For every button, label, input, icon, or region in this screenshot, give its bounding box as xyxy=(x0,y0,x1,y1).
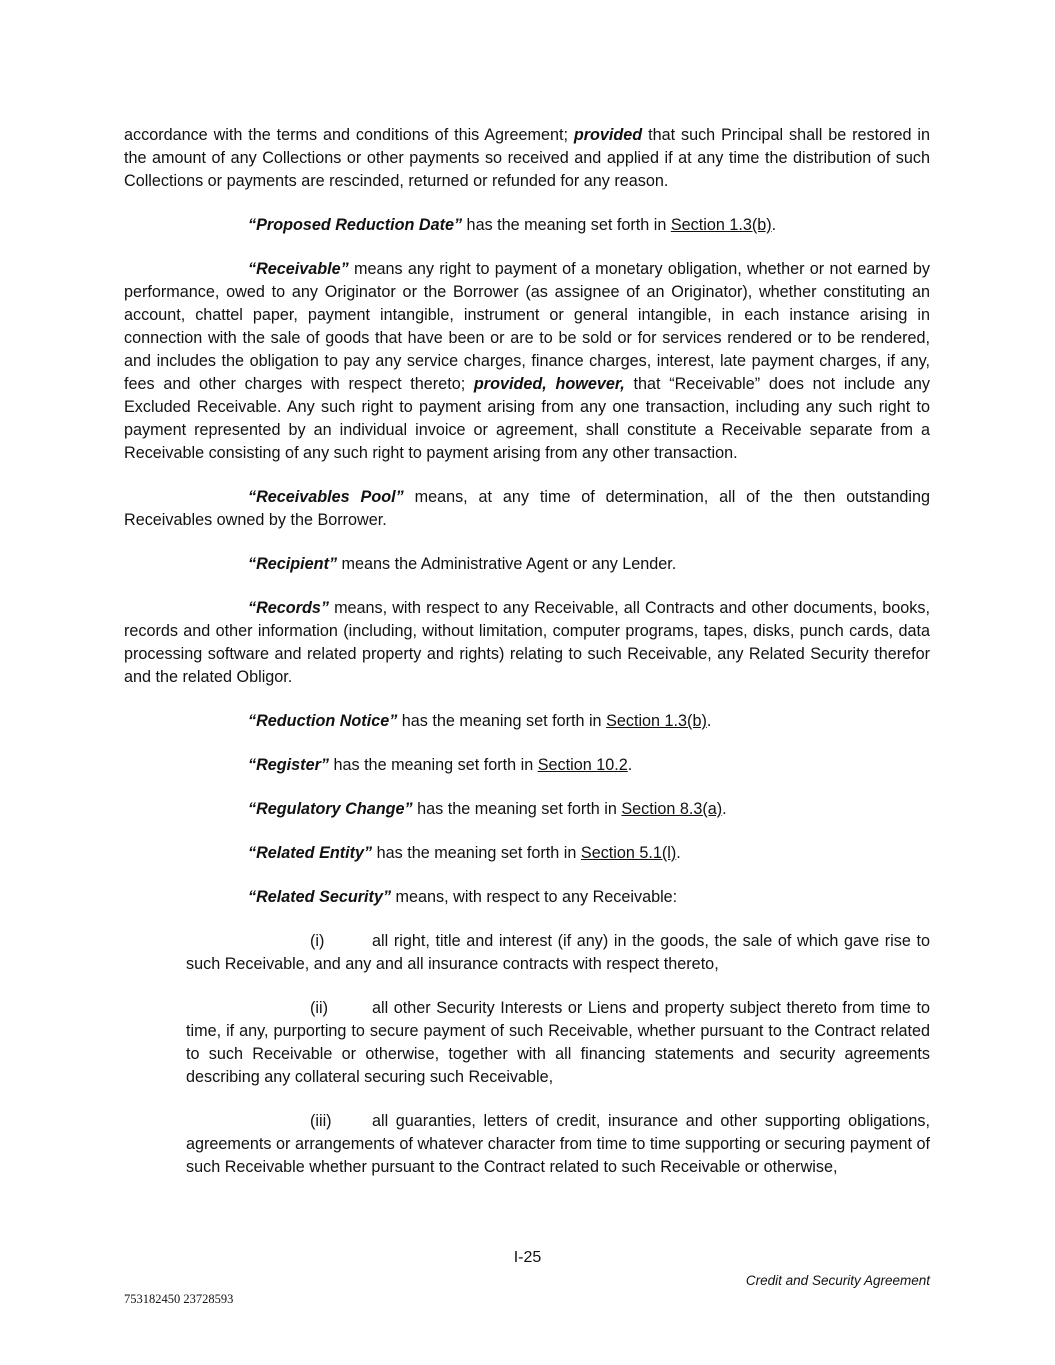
definition-related-entity: “Related Entity” has the meaning set forth in Section 5.1(l). xyxy=(248,844,681,862)
document-id: 753182450 23728593 xyxy=(124,1292,234,1306)
defined-term: “Related Security” xyxy=(248,888,392,906)
definition-receivable: “Receivable” means any right to payment of a monetary obligation, whether or not earned by performance, owed to any Originator or the Borrower (as assignee of an Originator), whether constituting an account, chattel paper, payment intangible, instrument or general intangible, in each instance arising in connection with the sale of goods that have been or are to be sold or for services rendered or to be rendered, and includes the obligation to pay any service charges, finance charges, interest, late payment charges, if any, fees and other charges with respect thereto; provided, however, that “Receivable” does not include any Excluded Receivable. Any such right to payment arising from any one transaction, including any such right to payment represented by an individual invoice or agreement, shall constitute a Receivable separate from a Receivable consisting of any such right to payment arising from any other transaction. xyxy=(124,260,930,462)
definition-proposed-reduction-date: “Proposed Reduction Date” has the meaning set forth in Section 1.3(b). xyxy=(248,216,777,234)
related-security-item-iii: (iii) all guaranties, letters of credit, insurance and other supporting obligations, agreements or arrangements of whatever character from time to time supporting or securing payment of such Receivable whether pursuant to the Contract related to such Receivable or otherwise, xyxy=(186,1112,930,1176)
defined-term: “Receivable” xyxy=(248,260,349,278)
document-title: Credit and Security Agreement xyxy=(745,1273,930,1288)
document-body xyxy=(124,124,930,1200)
item-number: (i) xyxy=(310,932,325,950)
definition-records: “Records” means, with respect to any Receivable, all Contracts and other documents, books, records and other information (including, without limitation, computer programs, tapes, disks, punch cards, data processing software and related property and rights) relating to such Receivable, any Related Security therefor and the related Obligor. xyxy=(124,599,930,686)
defined-term: “Recipient” xyxy=(248,555,338,573)
page-number: I-25 xyxy=(513,1249,542,1266)
section-reference: Section 1.3(b) xyxy=(670,216,772,234)
defined-term: “Receivables Pool” xyxy=(248,488,404,506)
definition-receivables-pool: “Receivables Pool” means, at any time of determination, all of the then outstanding Receivables owned by the Borrower. xyxy=(124,488,930,529)
section-reference: Section 1.3(b) xyxy=(606,712,707,730)
provided-keyword: provided xyxy=(573,126,643,144)
defined-term: “Regulatory Change” xyxy=(248,800,413,818)
related-security-item-i: (i) all right, title and interest (if any) in the goods, the sale of which gave rise to such Receivable, and any and all insurance contracts with respect thereto, xyxy=(186,932,930,973)
section-reference: Section 5.1(l) xyxy=(580,844,677,862)
item-number: (iii) xyxy=(310,1112,332,1130)
paragraph-principal-continuation: accordance with the terms and conditions of this Agreement; provided that such Principal shall be restored in the amount of any Collections or other payments so received and applied if at any time the distribution of such Collections or payments are rescinded, returned or refunded for any reason. xyxy=(124,126,930,190)
definition-register: “Register” has the meaning set forth in Section 10.2. xyxy=(248,756,633,774)
definition-reduction-notice: “Reduction Notice” has the meaning set forth in Section 1.3(b). xyxy=(248,712,712,730)
definition-regulatory-change: “Regulatory Change” has the meaning set forth in Section 8.3(a). xyxy=(248,800,727,818)
defined-term: “Related Entity” xyxy=(248,844,373,862)
related-security-item-ii: (ii) all other Security Interests or Liens and property subject thereto from time to time, if any, purporting to secure payment of such Receivable, whether pursuant to the Contract related to such Receivable or otherwise, together with all financing statements and security agreements describing any collateral securing such Receivable, xyxy=(186,999,930,1086)
definition-recipient: “Recipient” means the Administrative Agent or any Lender. xyxy=(248,555,677,573)
defined-term: “Proposed Reduction Date” xyxy=(248,216,463,234)
defined-term: “Records” xyxy=(248,599,329,617)
item-number: (ii) xyxy=(310,999,328,1017)
provided-however-keyword: provided, however, xyxy=(473,375,625,393)
definition-related-security: “Related Security” means, with respect to any Receivable: xyxy=(248,888,678,906)
defined-term: “Reduction Notice” xyxy=(248,712,398,730)
defined-term: “Register” xyxy=(248,756,329,774)
section-reference: Section 10.2 xyxy=(537,756,628,774)
section-reference: Section 8.3(a) xyxy=(621,800,723,818)
